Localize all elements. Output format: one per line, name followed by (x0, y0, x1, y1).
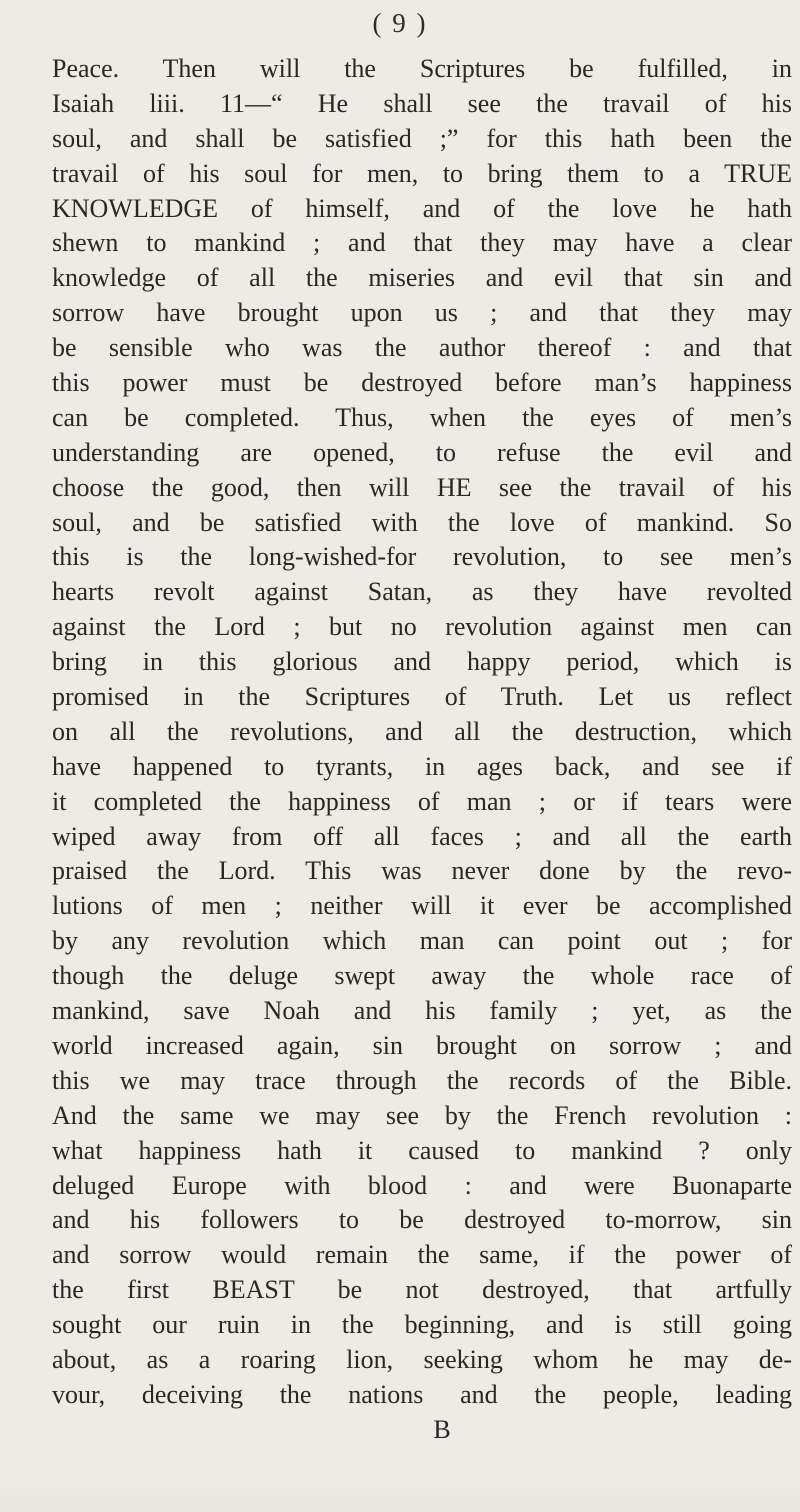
text-line: have happened to tyrants, in ages back, and see if (52, 751, 792, 781)
text-line: and sorrow would remain the same, if the power of (52, 1240, 792, 1270)
text-line: hearts revolt against Satan, as they have revolted (52, 577, 792, 607)
text-line: choose the good, then will HE see the travail of his (52, 472, 792, 502)
text-line: sorrow have brought upon us ; and that they may (52, 298, 792, 328)
body-text (52, 52, 792, 1448)
text-line: And the same we may see by the French revolution : (52, 1100, 792, 1130)
text-line: about, as a roaring lion, seeking whom he may de- (52, 1344, 792, 1374)
text-line: the first BEAST be not destroyed, that artfully (52, 1275, 792, 1305)
text-line: sought our ruin in the beginning, and is still going (52, 1310, 792, 1340)
text-line: promised in the Scriptures of Truth. Let us reflect (52, 682, 792, 712)
text-line: what happiness hath it caused to mankind ? only (52, 1135, 792, 1165)
text-line: lutions of men ; neither will it ever be accomplished (52, 891, 792, 921)
text-line: though the deluge swept away the whole race of (52, 961, 792, 991)
text-line: bring in this glorious and happy period, which is (52, 647, 792, 677)
text-line: soul, and be satisfied with the love of mankind. So (52, 507, 792, 537)
text-line: this we may trace through the records of the Bible. (52, 1065, 792, 1095)
text-line: vour, deceiving the nations and the people, leading (52, 1379, 792, 1409)
text-line: knowledge of all the miseries and evil that sin and (52, 263, 792, 293)
page-number: ( 9 ) (372, 8, 428, 38)
text-line: Peace. Then will the Scriptures be fulfilled, in (52, 54, 792, 83)
text-line: and his followers to be destroyed to-morrow, sin (52, 1205, 792, 1235)
text-line: this is the long-wished-for revolution, to see men’s (52, 542, 792, 572)
text-line: against the Lord ; but no revolution against men can (52, 612, 792, 642)
text-line: wiped away from off all faces ; and all the earth (52, 821, 792, 851)
text-line: soul, and shall be satisfied ;” for this hath been the (52, 123, 792, 153)
text-line: praised the Lord. This was never done by the revo- (52, 856, 792, 886)
text-line: shewn to mankind ; and that they may have a clear (52, 228, 792, 258)
text-line: travail of his soul for men, to bring them to a TRUE (52, 158, 792, 188)
text-line: be sensible who was the author thereof : and that (52, 333, 792, 363)
text-line: deluged Europe with blood : and were Buonaparte (52, 1170, 792, 1200)
page-edge-shading (0, 1472, 800, 1512)
text-line: on all the revolutions, and all the destruction, which (52, 716, 792, 746)
text-line: this power must be destroyed before man’s happiness (52, 368, 792, 398)
text-line: can be completed. Thus, when the eyes of men’s (52, 402, 792, 432)
text-line: KNOWLEDGE of himself, and of the love he hath (52, 193, 792, 223)
text-line: Isaiah liii. 11—“ He shall see the travail of his (52, 88, 792, 118)
text-line: understanding are opened, to refuse the evil and (52, 437, 792, 467)
text-line: world increased again, sin brought on sorrow ; and (52, 1030, 792, 1060)
text-line: by any revolution which man can point out ; for (52, 926, 792, 956)
signature-mark: B (433, 1414, 451, 1444)
text-line: mankind, save Noah and his family ; yet, as the (52, 996, 792, 1026)
text-line: it completed the happiness of man ; or if tears were (52, 786, 792, 816)
